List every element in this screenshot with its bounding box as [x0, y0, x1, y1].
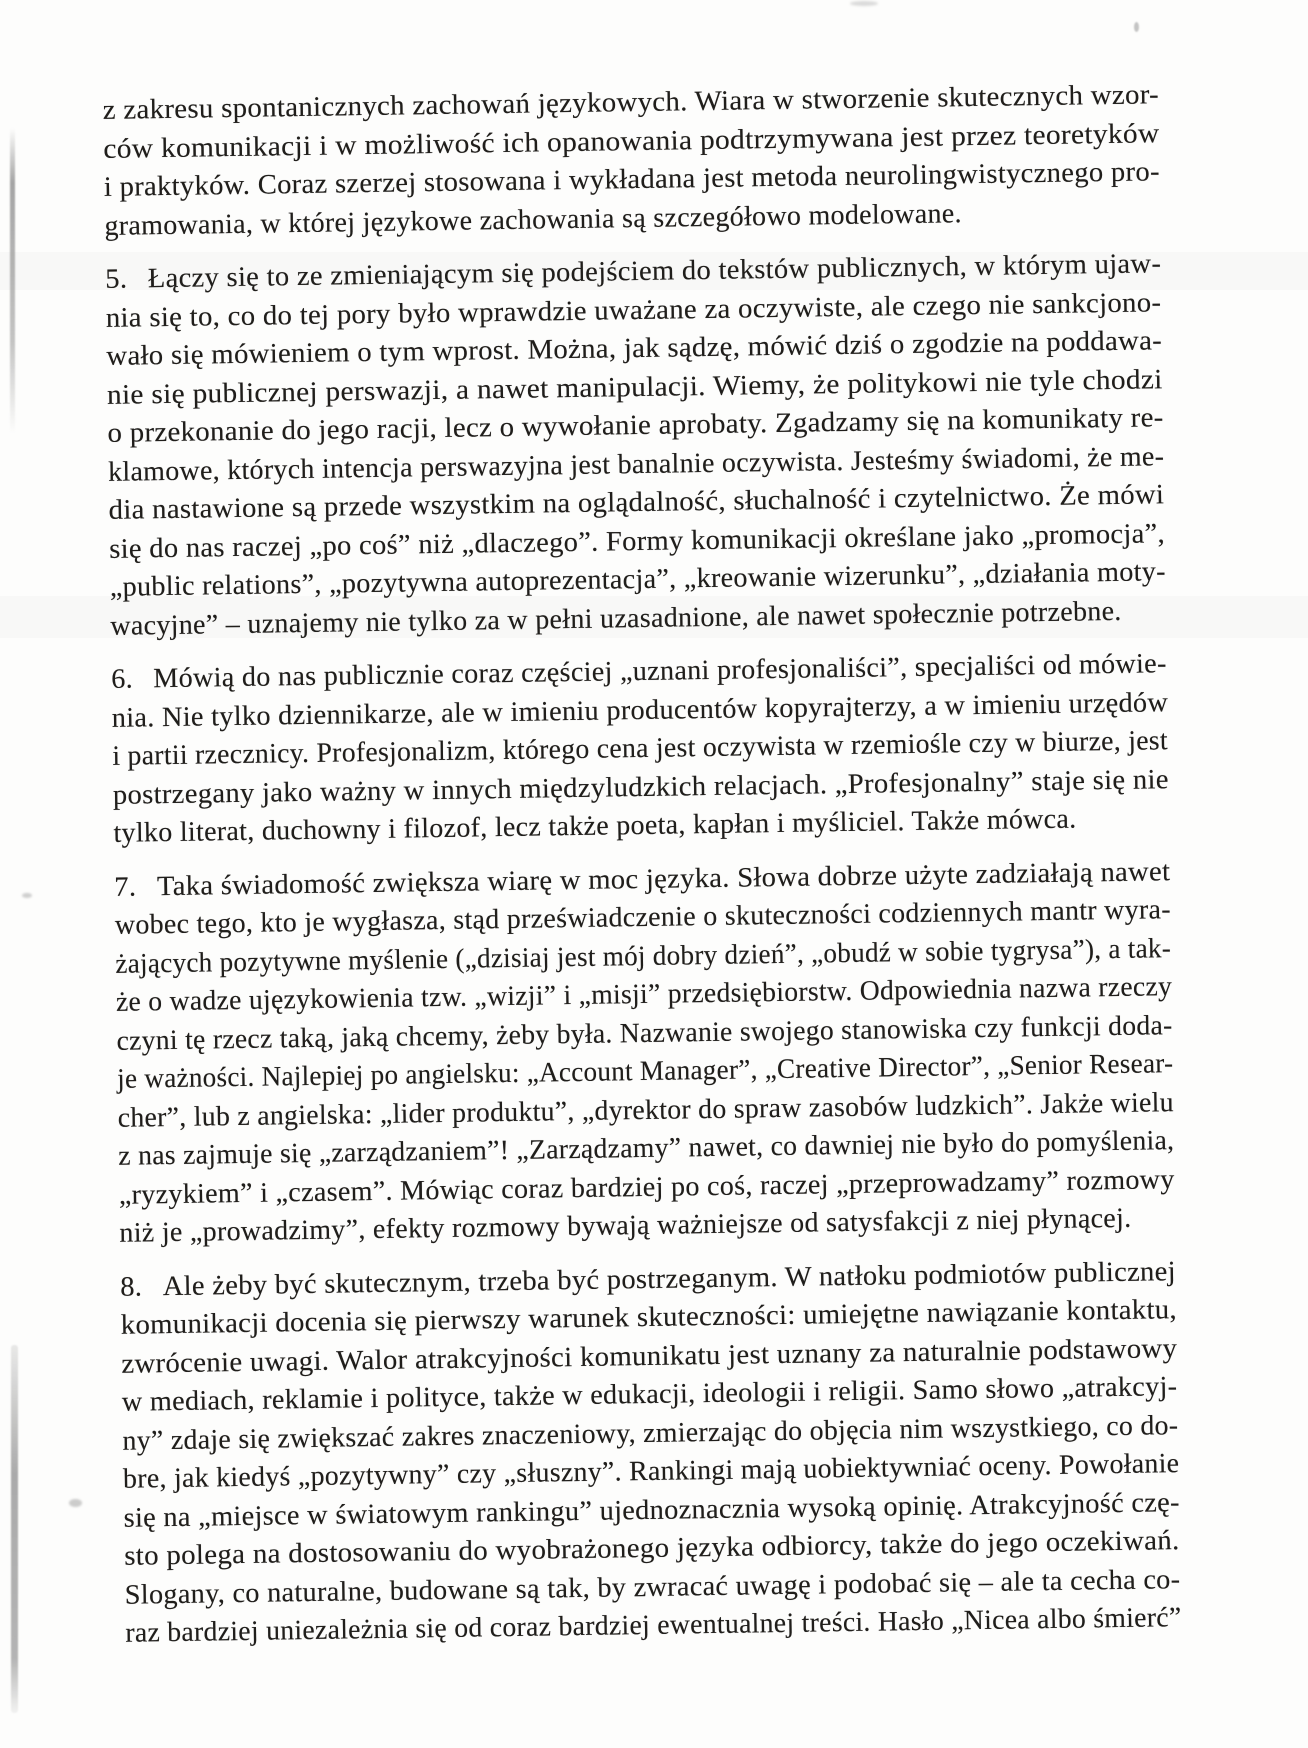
- text-line-content: w mediach, reklamie i polityce, także w edukacji, ideologii i religii. Samo słowo „atrakcyj-: [121, 1371, 1178, 1418]
- text-line-content: 6. Mówią do nas publicznie coraz częściej „uznani profesjonaliści”, specjaliści od mówie-: [110, 648, 1167, 695]
- text-line-content: bre, jak kiedyś „pozytywny” czy „słuszny”. Rankingi mają uobiektywniać oceny. Powołanie: [122, 1448, 1180, 1495]
- page-text-block: [102, 76, 1181, 1653]
- text-line-content: 8. Ale żeby być skutecznym, trzeba być postrzeganym. W natłoku podmiotów publicznej: [119, 1255, 1177, 1303]
- text-line-content: z zakresu spontanicznych zachowań językowych. Wiara w stworzenie skutecznych wzor-: [102, 79, 1160, 126]
- text-line-content: wało się mówieniem o tym wprost. Można, jak sądzę, mówić dziś o zgodzie na poddawa-: [106, 325, 1163, 372]
- text-line-content: zwrócenie uwagi. Walor atrakcyjności komunikatu jest uznany za naturalnie podstawowy: [121, 1332, 1178, 1380]
- text-line-content: się do nas raczej „po coś” niż „dlaczego”. Formy komunikacji określane jako „promocja”,: [109, 517, 1166, 565]
- paragraph-7: [114, 853, 1176, 1254]
- text-line-content: nie się publicznej perswazji, a nawet manipulacji. Wiemy, że politykowi nie tyle chodzi: [106, 363, 1163, 411]
- text-line-content: „ryzykiem” i „czasem”. Mówiąc coraz bardziej po coś, raczej „przeprowadzamy” rozmowy: [118, 1163, 1175, 1211]
- paragraph-5: [105, 245, 1167, 646]
- text-line-content: 5. Łączy się to ze zmieniającym się podejściem do tekstów publicznych, w którym ujaw-: [105, 248, 1162, 295]
- scan-speck: [850, 1, 878, 6]
- text-line-content: cher”, lub z angielska: „lider produktu”, „dyrektor do spraw zasobów ludzkich”. Jakże wielu: [117, 1086, 1175, 1134]
- text-line-content: sto polega na dostosowaniu do wyobrażonego języka odbiorcy, także do jego oczekiwań.: [123, 1525, 1180, 1572]
- scan-speck: [22, 893, 32, 898]
- text-line-content: i praktyków. Coraz szerzej stosowana i wykładana jest metoda neurolingwistycznego pro-: [103, 156, 1161, 203]
- text-line-content: ny” zdaje się zwiększać zakres znaczeniowy, zmierzając do objęcia nim wszystkiego, co do-: [122, 1409, 1179, 1457]
- text-line-content: „public relations”, „pozytywna autoprezentacja”, „kreowanie wizerunku”, „działania moty-: [109, 556, 1166, 603]
- text-line-content: żających pozytywne myślenie („dzisiaj jest mój dobry dzień”, „obudź w sobie tygrysa”), a tak-: [115, 932, 1172, 980]
- text-line-content: nia. Nie tylko dziennikarze, ale w imieniu producentów kopyrajterzy, a w imieniu urzędów: [111, 686, 1169, 734]
- paragraph-8: [120, 1253, 1182, 1654]
- text-line-content: niż je „prowadzimy”, efekty rozmowy bywają ważniejsze od satysfakcji z niej płynącej.: [119, 1202, 1132, 1249]
- text-line-content: z nas zajmuje się „zarządzaniem”! „Zarządzamy” nawet, co dawniej nie było do pomyślenia,: [118, 1125, 1175, 1172]
- text-line-content: Slogany, co naturalne, budowane są tak, by zwracać uwagę i podobać się – ale ta cecha co-: [124, 1563, 1181, 1611]
- paragraph-intro: [102, 76, 1160, 246]
- text-line-content: wobec tego, kto je wygłasza, stąd przeświadczenie o skuteczności codziennych mantr wyra-: [114, 894, 1172, 941]
- text-line-content: się na „miejsce w światowym rankingu” ujednoznacznia wysoką opinię. Atrakcyjność czę-: [123, 1486, 1181, 1534]
- text-line-content: i partii rzecznicy. Profesjonalizm, którego cena jest oczywista w rzemiośle czy w biurze, jest: [112, 725, 1169, 772]
- text-line-content: wacyjne” – uznajemy nie tylko za w pełni uzasadnione, ale nawet społecznie potrzebne.: [110, 595, 1122, 642]
- scan-speck: [1134, 22, 1139, 32]
- scan-edge-artifact-bottom: [11, 1345, 18, 1713]
- text-line-content: gramowania, w której językowe zachowania są szczegółowo modelowane.: [104, 197, 963, 242]
- text-line-content: że o wadze ujęzykowienia tzw. „wizji” i „misji” przedsiębiorstw. Odpowiednia nazwa rzeczy: [115, 971, 1173, 1018]
- text-line-content: komunikacji docenia się pierwszy warunek skuteczności: umiejętne nawiązanie kontaktu,: [120, 1294, 1178, 1341]
- text-line-content: klamowe, których intencja perswazyjna jest banalnie oczywista. Jesteśmy świadomi, że me-: [107, 440, 1165, 488]
- text-line-content: o przekonanie do jego racji, lecz o wywołanie aprobaty. Zgadzamy się na komunikaty re-: [107, 402, 1164, 449]
- text-line-content: raz bardziej uniezależnia się od coraz bardziej ewentualnej treści. Hasło „Nicea albo śmierć”: [125, 1602, 1182, 1649]
- text-line-content: nia się to, co do tej pory było wprawdzie uważane za oczywiste, ale czego nie sankcjono-: [105, 286, 1162, 334]
- text-line-content: je ważności. Najlepiej po angielsku: „Account Manager”, „Creative Director”, „Senior Resear-: [116, 1048, 1174, 1095]
- scan-speck: [69, 1499, 82, 1507]
- text-line-content: dia nastawione są przede wszystkim na oglądalność, słuchalność i czytelnictwo. Że mówi: [108, 479, 1165, 526]
- paragraph-6: [111, 645, 1170, 853]
- text-line-content: tylko literat, duchowny i filozof, lecz także poeta, kapłan i myśliciel. Także mówca.: [113, 803, 1077, 849]
- text-line-content: ców komunikacji i w możliwość ich opanowania podtrzymywana jest przez teoretyków: [103, 117, 1160, 165]
- text-line-content: czyni tę rzecz taką, jaką chcemy, żeby była. Nazwanie swojego stanowiska czy funkcji doda-: [116, 1009, 1173, 1057]
- text-line-content: postrzegany jako ważny w innych międzyludzkich relacjach. „Profesjonalny” staje się nie: [112, 763, 1169, 811]
- text-line-content: 7. Taka świadomość zwiększa wiarę w moc języka. Słowa dobrze użyte zadziałają nawet: [114, 855, 1171, 903]
- scan-edge-artifact-top: [10, 128, 15, 433]
